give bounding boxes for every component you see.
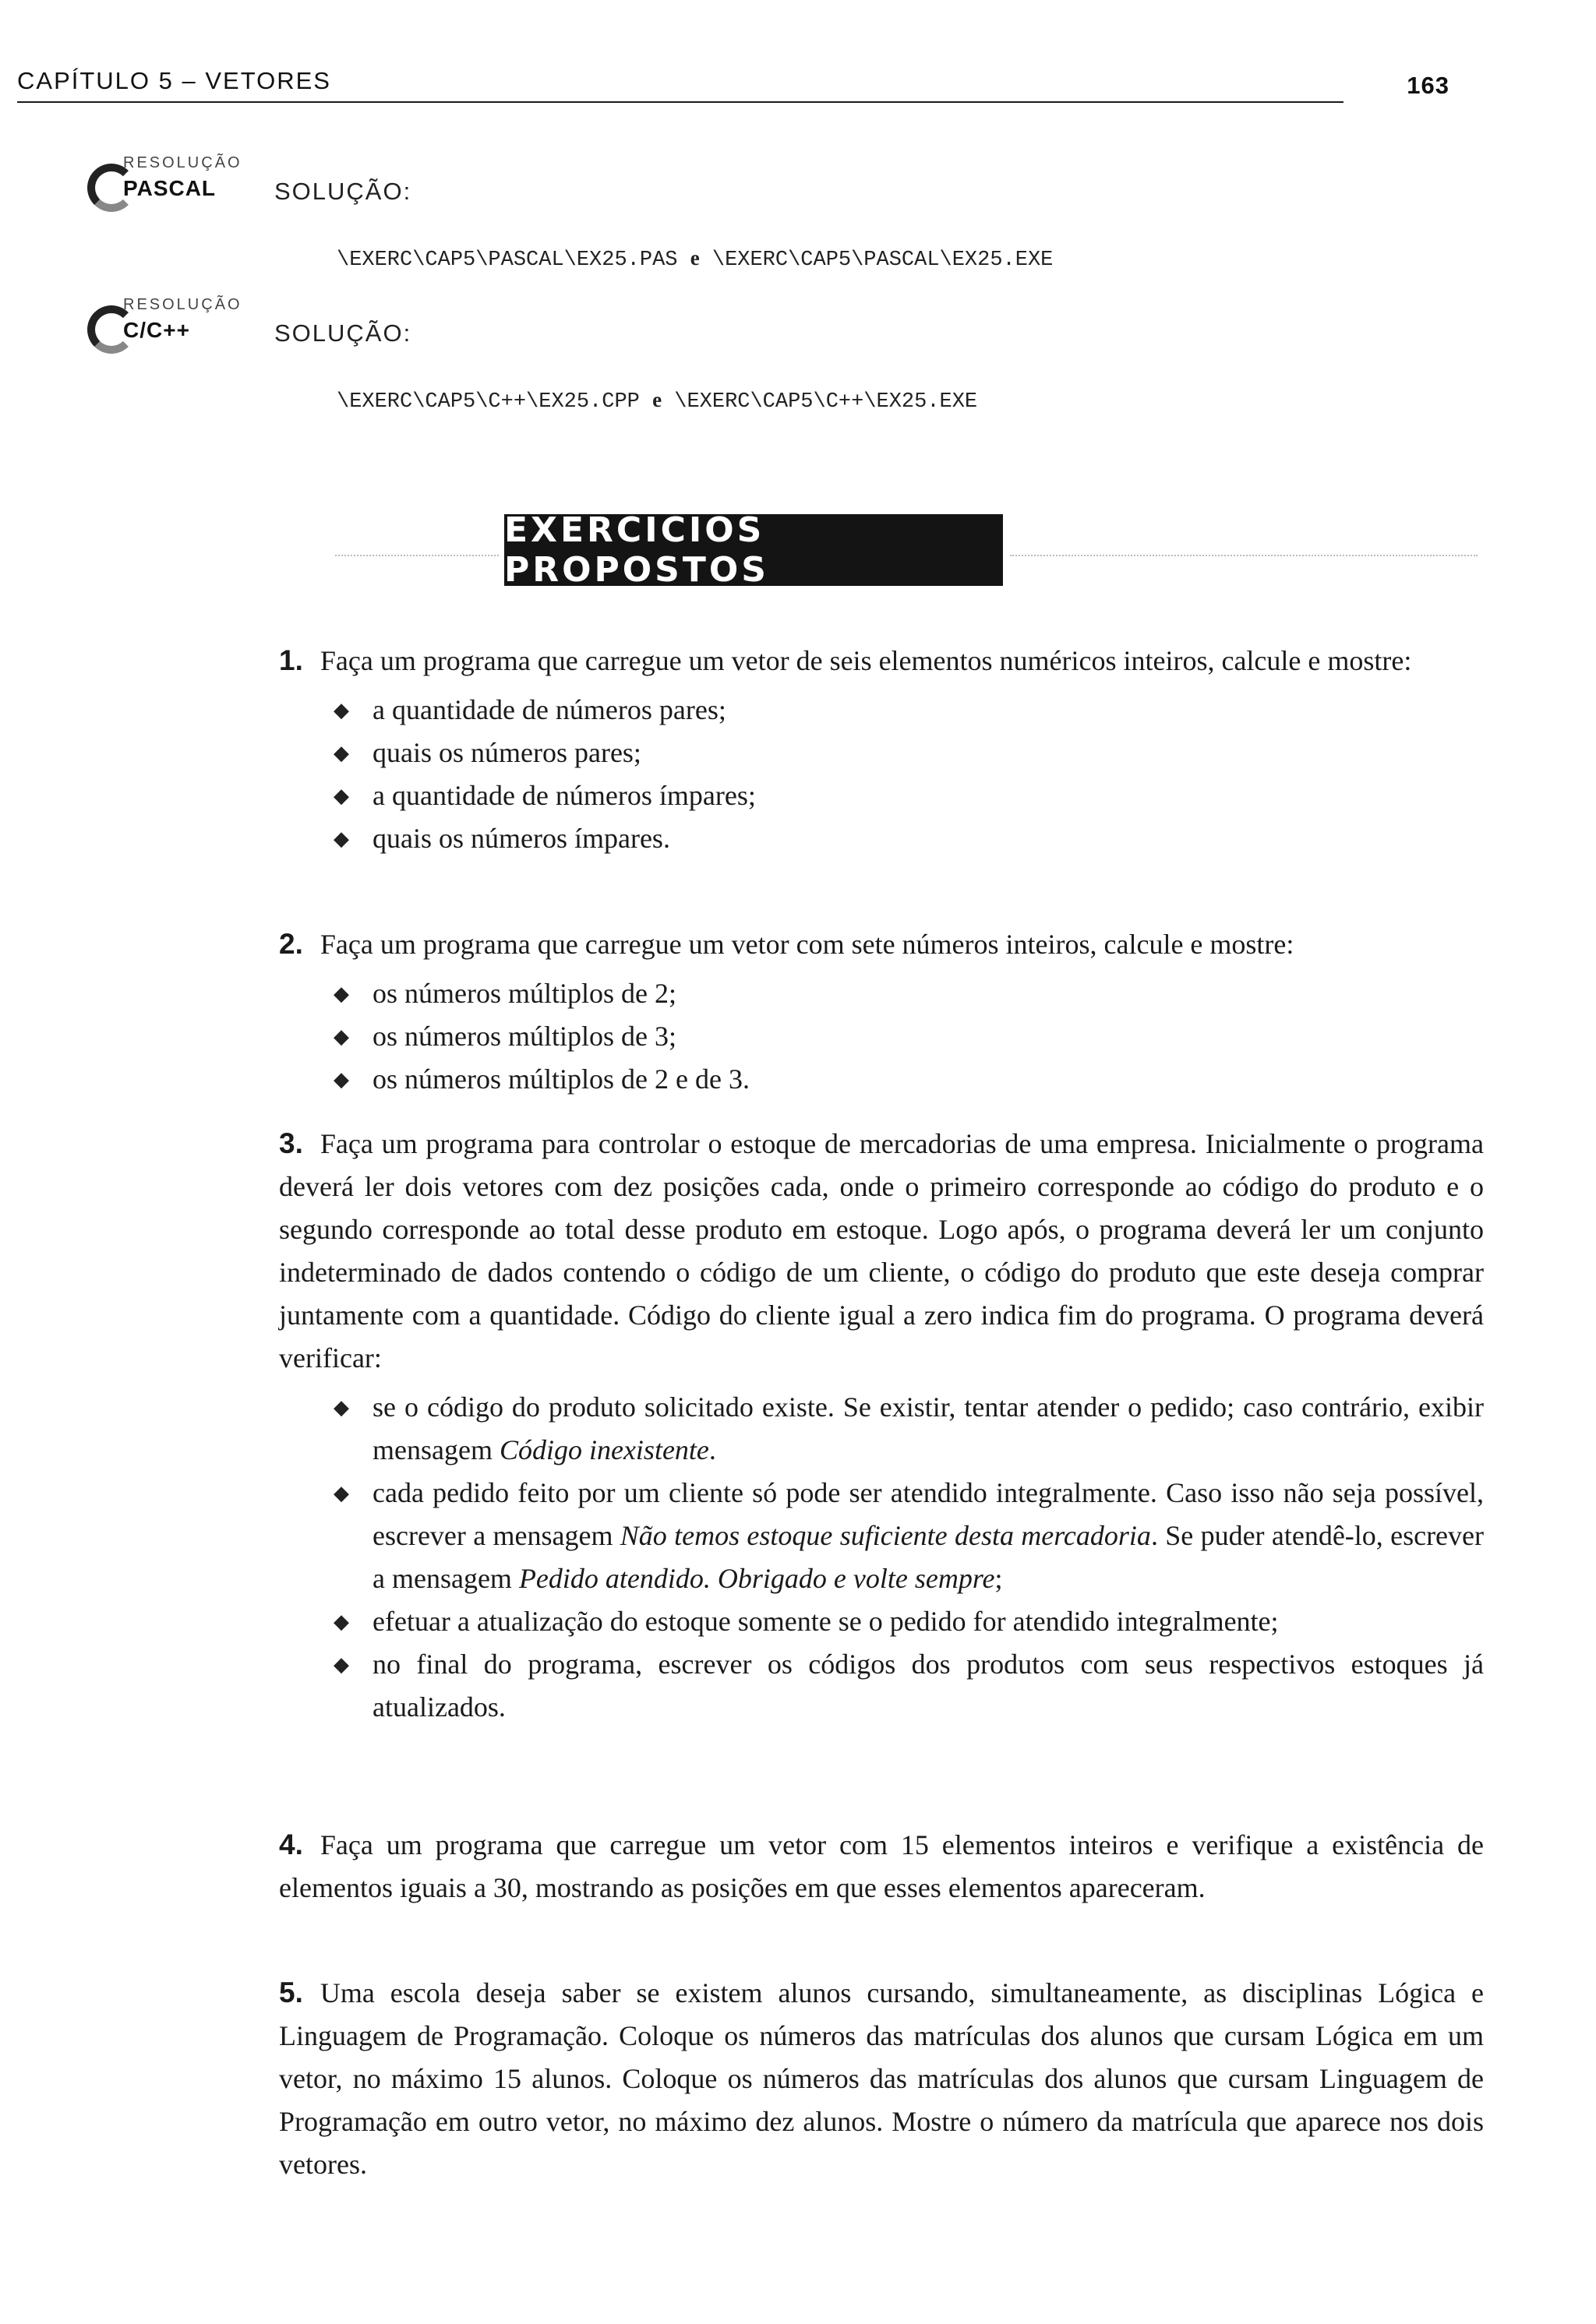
badge-language: PASCAL — [123, 176, 217, 200]
diamond-bullet-icon: ◆ — [334, 742, 349, 764]
item-text: os números múltiplos de 2 e de 3. — [373, 1063, 750, 1095]
badge-language: C/C++ — [123, 318, 190, 342]
exercise-items — [279, 1386, 1484, 1729]
exercise-number: 4. — [279, 1829, 303, 1860]
exercise-number: 1. — [279, 644, 303, 676]
source-file-path: \EXERC\CAP5\C++\EX25.CPP — [337, 390, 640, 414]
list-item — [334, 972, 1484, 1015]
solution-files — [337, 388, 977, 414]
item-text: os números múltiplos de 3; — [373, 1021, 676, 1052]
divider — [335, 555, 499, 556]
exercise-items — [279, 972, 1484, 1101]
item-text: os números múltiplos de 2; — [373, 978, 676, 1009]
item-text: quais os números ímpares. — [373, 823, 670, 854]
diamond-bullet-icon: ◆ — [334, 982, 349, 1005]
exercise-5 — [279, 1971, 1484, 2186]
list-item — [334, 689, 1484, 732]
executable-file-path: \EXERC\CAP5\PASCAL\EX25.EXE — [711, 249, 1054, 272]
solution-files — [337, 246, 1053, 272]
running-header — [17, 67, 1449, 103]
exercise-text: Faça um programa que carregue um vetor de seis elementos numéricos inteiros, calcule e mostre: — [320, 645, 1412, 676]
diamond-bullet-icon: ◆ — [334, 785, 349, 807]
list-item — [334, 1472, 1484, 1600]
list-item — [334, 1643, 1484, 1729]
page-number: 163 — [1407, 72, 1449, 99]
diamond-bullet-icon: ◆ — [334, 1068, 349, 1091]
list-item — [334, 732, 1484, 774]
item-text: se o código do produto solicitado existe. Se existir, tentar atender o pedido; caso contrário, exibir mensagem — [373, 1391, 1484, 1465]
conjunction: e — [652, 388, 662, 411]
exercise-text: Faça um programa que carregue um vetor com 15 elementos inteiros e verifique a existência de elementos iguais a 30, mostrando as posições em que esses elementos apareceram. — [279, 1829, 1484, 1903]
exercise-1 — [279, 639, 1484, 860]
list-item — [334, 1386, 1484, 1472]
item-text: efetuar a atualização do estoque somente se o pedido for atendido integralmente; — [373, 1606, 1279, 1637]
executable-file-path: \EXERC\CAP5\C++\EX25.EXE — [674, 390, 978, 414]
list-item — [334, 1015, 1484, 1058]
exercise-text: Faça um programa que carregue um vetor com sete números inteiros, calcule e mostre: — [320, 929, 1294, 960]
diamond-bullet-icon: ◆ — [334, 1653, 349, 1676]
exercise-4 — [279, 1823, 1484, 1910]
badge-caption: RESOLUÇÃO — [123, 154, 242, 171]
solution-label: SOLUÇÃO: — [274, 319, 412, 347]
diamond-bullet-icon: ◆ — [334, 699, 349, 721]
quoted-message: Não temos estoque suficiente desta mercadoria — [620, 1520, 1151, 1551]
resolution-badge-pascal — [87, 154, 259, 240]
section-banner — [0, 510, 1596, 592]
diamond-bullet-icon: ◆ — [334, 1396, 349, 1419]
item-text: quais os números pares; — [373, 737, 641, 768]
list-item — [334, 1600, 1484, 1643]
exercise-number: 5. — [279, 1977, 303, 2008]
badge-caption: RESOLUÇÃO — [123, 296, 242, 313]
item-text: a quantidade de números pares; — [373, 694, 726, 725]
list-item — [334, 774, 1484, 817]
item-text: . Se puder atendê-lo, escrever a mensagem — [373, 1520, 1485, 1594]
quoted-message: Código inexistente — [499, 1434, 709, 1465]
item-text: . — [708, 1434, 716, 1465]
diamond-bullet-icon: ◆ — [334, 827, 349, 850]
list-item — [334, 817, 1484, 860]
exercise-3 — [279, 1122, 1484, 1729]
exercise-text: Faça um programa para controlar o estoque de mercadorias de uma empresa. Inicialmente o programa deverá ler dois vetores com dez posições cada, onde o primeiro corresponde ao código do produto e o segundo corresponde ao total desse produto em estoque. Logo após, o programa deverá ler um conjunto indeterminado de dados contendo o código de um cliente, o código do produto que este deseja comprar juntamente com a quantidade. Código do cliente igual a zero indica fim do programa. O programa deverá verificar: — [279, 1128, 1484, 1374]
solution-label: SOLUÇÃO: — [274, 178, 412, 205]
exercise-number: 2. — [279, 928, 303, 960]
exercise-text: Uma escola deseja saber se existem alunos cursando, simultaneamente, as disciplinas Lógica e Linguagem de Programação. Coloque os números das matrículas dos alunos que cursam Lógica em um vetor, no máximo 15 alunos. Coloque os números das matrículas dos alunos que cursam Linguagem de Programação em outro vetor, no máximo dez alunos. Mostre o número da matrícula que aparece nos dois vetores. — [279, 1977, 1484, 2180]
exercise-items — [279, 689, 1484, 860]
diamond-bullet-icon: ◆ — [334, 1482, 349, 1504]
diamond-bullet-icon: ◆ — [334, 1610, 349, 1633]
item-text: cada pedido feito por um cliente só pode ser atendido integralmente. Caso isso não seja possível, escrever a mensagem — [373, 1477, 1484, 1551]
diamond-bullet-icon: ◆ — [334, 1025, 349, 1048]
source-file-path: \EXERC\CAP5\PASCAL\EX25.PAS — [337, 249, 678, 272]
exercise-number: 3. — [279, 1127, 303, 1159]
conjunction: e — [690, 246, 700, 270]
item-text: no final do programa, escrever os códigos dos produtos com seus respectivos estoques já atualizados. — [373, 1649, 1484, 1723]
divider — [1010, 555, 1478, 556]
item-text: a quantidade de números ímpares; — [373, 780, 756, 811]
list-item — [334, 1058, 1484, 1101]
item-text: ; — [994, 1563, 1003, 1594]
resolution-badge-cpp — [87, 296, 259, 382]
exercise-2 — [279, 922, 1484, 1101]
quoted-message: Pedido atendido. Obrigado e volte sempre — [518, 1563, 995, 1594]
section-title: EXERCÍCIOS PROPOSTOS — [504, 514, 1003, 586]
chapter-title: CAPÍTULO 5 – VETORES — [17, 67, 331, 94]
